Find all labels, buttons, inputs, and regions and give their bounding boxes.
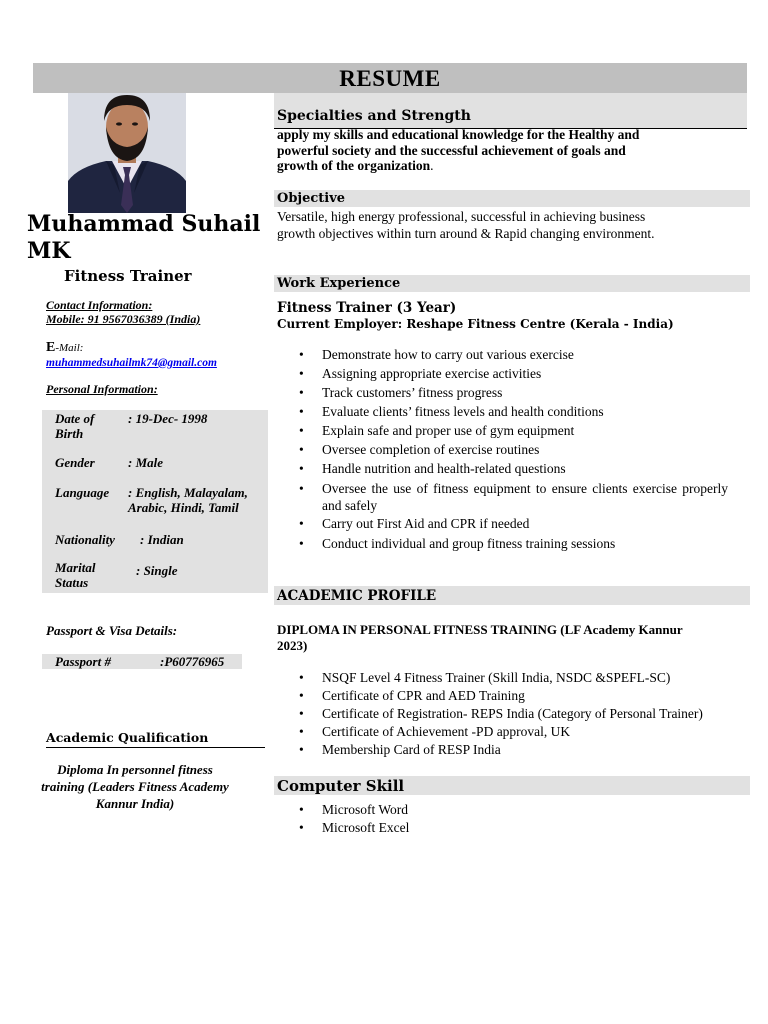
job-role: Fitness Trainer (64, 267, 192, 285)
list-item: • Certificate of Achievement -PD approval, UK (275, 724, 735, 742)
full-name: Muhammad Suhail MK (27, 211, 261, 264)
list-item: • Certificate of CPR and AED Training (275, 688, 735, 706)
list-item: • Microsoft Word (275, 802, 575, 820)
passport-heading: Passport & Visa Details: (46, 623, 178, 638)
list-item: • Membership Card of RESP India (275, 742, 735, 760)
list-item: • Assigning appropriate exercise activities (275, 366, 728, 385)
dob-value: : 19-Dec- 1998 (128, 411, 208, 426)
email-label: E-Mail: (46, 340, 84, 355)
specialties-heading: Specialties and Strength (277, 108, 471, 124)
language-label: Language (55, 485, 110, 500)
dob-label: Date of Birth (55, 411, 95, 441)
academic-profile-heading: ACADEMIC PROFILE (274, 586, 750, 605)
computer-skill-heading: Computer Skill (274, 776, 750, 795)
marital-label: Marital Status (55, 560, 96, 590)
objective-heading: Objective (274, 190, 750, 207)
profile-photo (68, 93, 186, 213)
gender-value: : Male (128, 455, 164, 470)
passport-value: :P60776965 (160, 654, 225, 669)
computer-bullets (275, 802, 575, 838)
marital-value: : Single (136, 563, 178, 578)
nationality-label: Nationality (55, 532, 115, 547)
language-value: : English, Malayalam, Arabic, Hindi, Tamil (128, 485, 248, 515)
gender-label: Gender (55, 455, 95, 470)
personal-info-heading: Personal Information: (46, 382, 158, 396)
objective-text: Versatile, high energy professional, successful in achieving business growth objectives within turn around & Rapid changing environment. (277, 209, 655, 241)
list-item: • Oversee the use of fitness equipment to ensure clients exercise properly and safely (275, 480, 728, 516)
list-item: • Handle nutrition and health-related questions (275, 461, 728, 480)
email-link[interactable]: muhammedsuhailmk74@gmail.com (46, 357, 217, 369)
contact-heading: Contact Information: (46, 298, 153, 312)
specialties-text: apply my skills and educational knowledge for the Healthy and powerful society and the successful achievement of goals and growth of the organization. (277, 127, 640, 173)
list-item: • Conduct individual and group fitness training sessions (275, 536, 728, 555)
list-item: • Track customers’ fitness progress (275, 385, 728, 404)
mobile-number: Mobile: 91 9567036389 (India) (46, 312, 201, 326)
nationality-value: : Indian (140, 532, 184, 547)
academic-qualification-text: Diploma In personnel fitness training (Leaders Fitness Academy Kannur India) (41, 762, 229, 811)
work-experience-heading: Work Experience (274, 275, 750, 292)
academic-bullets (275, 670, 735, 760)
work-employer: Current Employer: Reshape Fitness Centre (Kerala - India) (277, 317, 674, 331)
list-item: • Microsoft Excel (275, 820, 575, 838)
list-item: • Explain safe and proper use of gym equipment (275, 423, 728, 442)
list-item: • NSQF Level 4 Fitness Trainer (Skill India, NSDC &SPEFL-SC) (275, 670, 735, 688)
list-item: • Oversee completion of exercise routines (275, 442, 728, 461)
list-item: • Carry out First Aid and CPR if needed (275, 516, 728, 536)
work-bullets (275, 347, 728, 555)
list-item: • Demonstrate how to carry out various exercise (275, 347, 728, 366)
resume-title: RESUME (33, 63, 747, 93)
diploma-title: DIPLOMA IN PERSONAL FITNESS TRAINING (LF Academy Kannur 2023) (277, 622, 683, 653)
academic-qualification-heading: Academic Qualification (46, 730, 265, 748)
list-item: • Evaluate clients’ fitness levels and health conditions (275, 404, 728, 423)
work-title: Fitness Trainer (3 Year) (277, 300, 457, 316)
list-item: • Certificate of Registration- REPS India (Category of Personal Trainer) (275, 706, 735, 724)
passport-label: Passport # (55, 654, 111, 669)
